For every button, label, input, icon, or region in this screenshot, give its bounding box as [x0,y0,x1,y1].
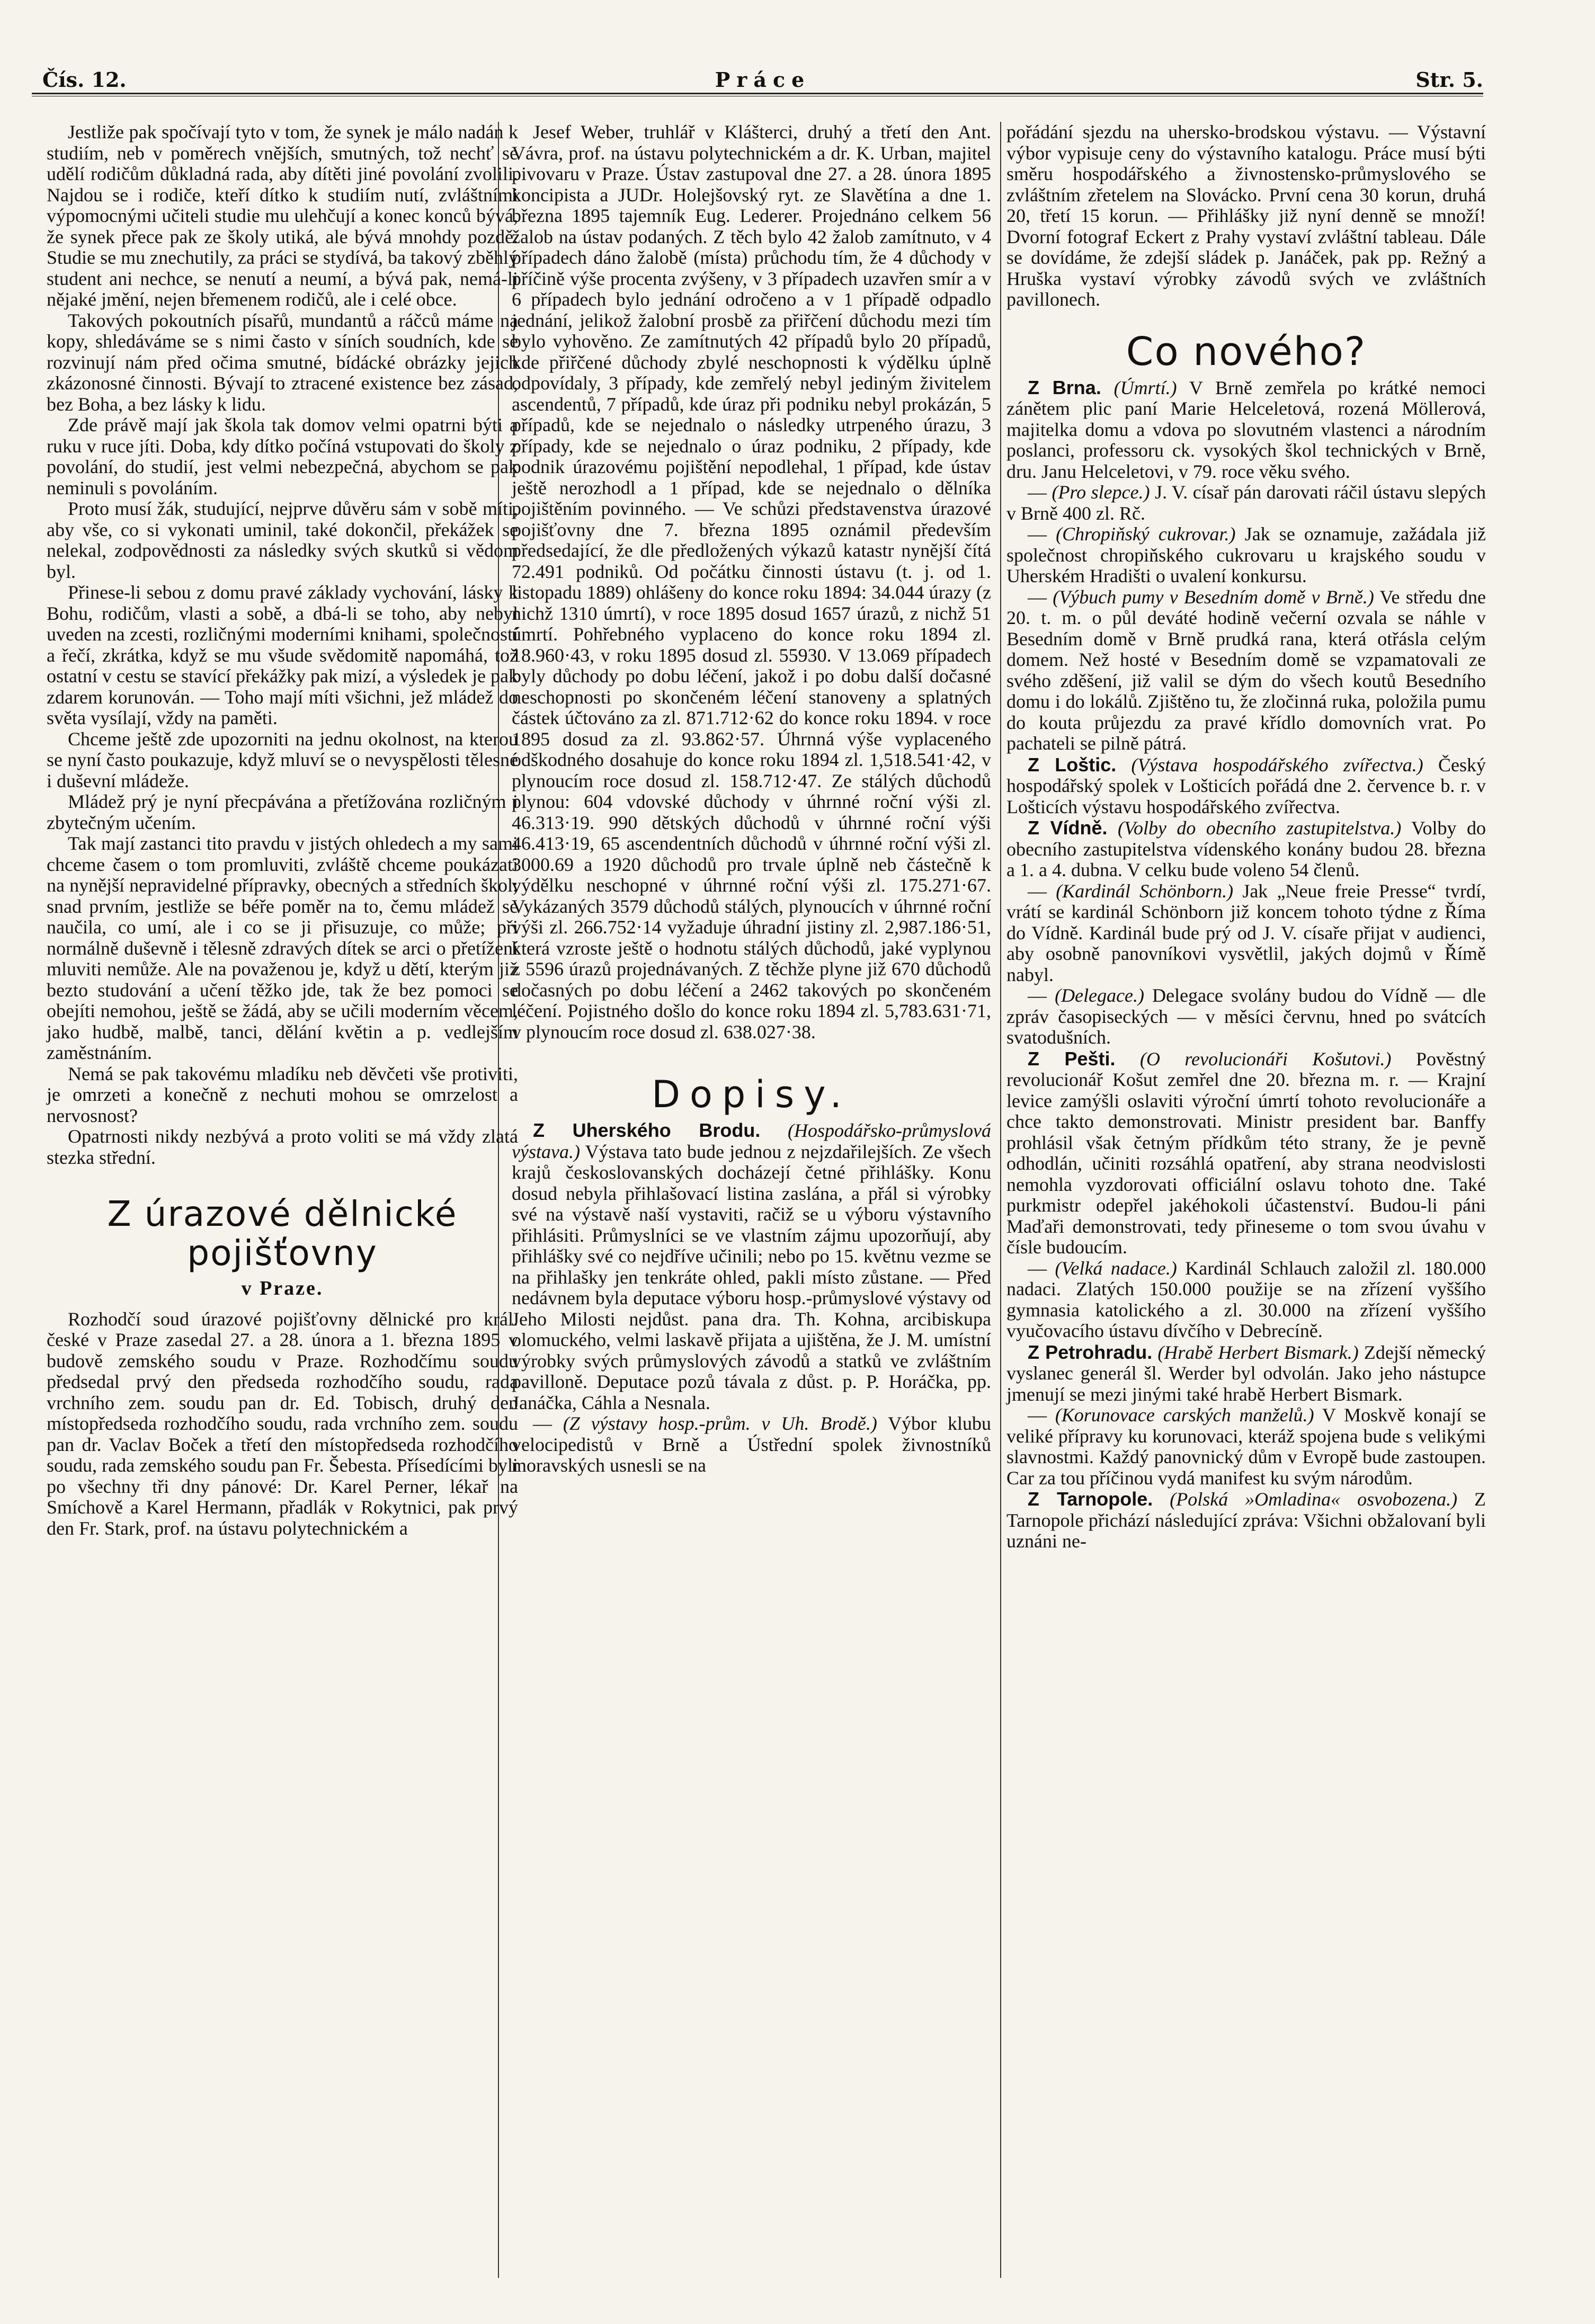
news-topic: (Hrabě Herbert Bismark.) [1157,1341,1359,1363]
news-topic: (Polská »Omladina« osvobozena.) [1170,1489,1458,1510]
issue-number: Čís. 12. [42,68,127,92]
news-item [1006,1048,1486,1258]
news-topic: (Volby do obecního zastupitelstva.) [1117,817,1402,839]
dopis-topic: (Z výstavy hosp.-prům. v Uh. Brodě.) [563,1413,877,1434]
column-1 [47,122,518,1539]
page-number: Str. 5. [1415,68,1483,92]
news-topic: (O revolucionáři Košutovi.) [1139,1048,1392,1070]
column-divider-2 [1000,122,1001,2278]
article-paragraph: Jestliže pak spočívají tyto v tom, že synek je málo nadán k studiím, neb v poměrech vnějších, smutných, tož nechť se udělí rodičům důkladná rada, aby dítěti jiné povolání zvolili. Najdou se i rodiče, kteří dítko k studiím nutí, zvláštními výpomocnými učiteli studie mu ulehčují a konec konců bývá, že synek přece pak ze školy utiká, ale bývá mnohdy pozdě. Studie se mu znechutily, za práci se stydívá, ba takový zběhlý student ani nechce, se nenutí a neumí, a bývá pak, nemá-li nějaké jmění, nejen břemenem rodičů, ale i celé obce. [47,121,518,310]
news-item [1006,1342,1486,1405]
dopis-place: Z Uherského Brodu. [533,1119,761,1141]
news-topic: (Delegace.) [1055,985,1145,1006]
news-item: — (Velká nadace.) Kardinál Schlauch založil zl. 180.000 nadaci. Zlatých 150.000 použije se na zřízení vyššího gymnasia katolického a zl. 30.000 na zřízení vyššího vyučovacího ústavu dívčího v Debrecíně. [1006,1257,1486,1341]
news-place: Z Petrohradu. [1028,1341,1153,1363]
news-text: Český hospodářský spolek v Lošticích pořádá dne 2. července b. r. v Lošticích výstavu hospodářského zvířectva. [1006,754,1486,817]
news-item [1006,754,1486,818]
news-topic: (Úmrtí.) [1113,377,1177,398]
news-item [1006,377,1486,483]
news-topic: (Výstava hospodářského zvířectva.) [1131,754,1423,776]
news-text: Pověstný revolucionář Košut zemřel dne 20. března m. r. — Krajní levice zamýšli oslaviti výroční úmrtí tohoto revolucionáře a chce takto demonstrovati. Ministr president bar. Banffy prohlásil však četným přídkům této strany, že je pevně odhodlán, učiniti rozsáhlá opatření, aby strana neodvislosti nemohla vyzdorovati officiální oslavu tohoto dne. Také purkmistr odepřel jakéhokoli účastenství. Budou-li páni Maďaři demonstrovati, tedy přineseme o tom svou úvahu v čísle budoucím. [1006,1048,1486,1258]
article-paragraph: Zde právě mají jak škola tak domov velmi opatrni býti a ruku v ruce jíti. Doba, kdy dítko počíná vstupovati do školy z povolání, do studií, jest velmi nebezpečná, abychom se pak neminuli s povoláním. [47,414,518,498]
news-text: Z Tarnopole přichází následující zpráva: Všichni obžalovaní byli uznáni ne- [1006,1489,1486,1552]
news-place: Z Loštic. [1028,753,1117,776]
news-text: Kardinál Schlauch založil zl. 180.000 nadaci. Zlatých 150.000 použije se na zřízení vyššího gymnasia katolického a zl. 30.000 na zřízení vyššího vyučovacího ústavu dívčího v Debrecíně. [1006,1257,1486,1341]
article-paragraph: Chceme ještě zde upozorniti na jednu okolnost, na kterou se nyní často poukazuje, když mluví se o nevyspělosti tělesné i duševní mládeže. [47,728,518,791]
news-topic: (Korunovace carských manželů.) [1055,1404,1314,1426]
article-paragraph: Mládež prý je nyní přecpávána a přetížována rozličným i zbytečným učením. [47,791,518,833]
news-item: — (Delegace.) Delegace svolány budou do Vídně — dle zpráv časopiseckých — v měsíci červnu, hned po svátcích svatodušních. [1006,985,1486,1048]
section-title-pojistovna: Z úrazové dělnické pojišťovny [107,1194,458,1274]
section-title-co-noveho: Co nového? [1126,328,1367,375]
dopis-item: — (Z výstavy hosp.-prům. v Uh. Brodě.) Výbor klubu velocipedistů v Brně a Ústřední spolek živnostníků moravských usnesli se na [512,1413,991,1476]
header-rule [32,93,1483,96]
news-item [1006,1489,1486,1552]
dopis-text: Výbor klubu velocipedistů v Brně a Ústřední spolek živnostníků moravských usnesli se na [512,1413,991,1476]
article-paragraph: pořádání sjezdu na uhersko-brodskou výstavu. — Výstavní výbor vypisuje ceny do výstavního katalogu. Práce musí býti směru hospodářského a živnostensko-průmyslového se zvláštním zřetelem na Slovácko. První cena 30 korun, druhá 20, třetí 15 korun. — Přihlášky již nyní denně se množí! Dvorní fotograf Eckert z Prahy vystaví zvláštní tableau. Dále se dovídáme, že zdejší sládek p. Janáček, pak pp. Režný a Hruška vystaví výrobky závodů svých ve zvláštních pavillonech. [1006,121,1486,310]
article-paragraph: Přinese-li sebou z domu pravé základy vychování, lásky k Bohu, rodičům, vlasti a sobě, a dbá-li se toho, aby nebyl uveden na zcesti, rozličnými moderními knihami, společností a řečí, zkrátka, když se mu všude svědomitě napomáhá, tož ostatní v cestu se stavící překážky pak mizí, a výsledek je pak zdarem korunován. — Toho mají míti všichni, jež mládež do světa vysílají, vždy na paměti. [47,582,518,728]
news-text: Zdejší německý vyslanec generál šl. Werder byl odvolán. Jako jeho nástupce jmenují se mezi jinými také hrabě Herbert Bismark. [1006,1341,1486,1405]
news-place: Z Vídně. [1028,817,1108,839]
news-place: Z Tarnopole. [1028,1488,1153,1510]
newspaper-title: Práce [715,68,811,92]
news-place: Z Brna. [1028,376,1101,398]
news-text: V Moskvě konají se veliké přípravy ku korunovaci, kteráž spojena bude s velikými slavnostmi. Každý panovnický dům v Evropě bude zastoupen. Car za tou příčinou vydá manifest ku svým národům. [1006,1404,1486,1489]
news-topic: (Chropiňský cukrovar.) [1056,523,1236,545]
news-item: — (Chropiňský cukrovar.) Jak se oznamuje, zažádala již společnost chropiňského cukrovaru u krajského soudu v Uherském Hradišti o uvalení konkursu. [1006,523,1486,586]
news-text: J. V. císař pán darovati ráčil ústavu slepých v Brně 400 zl. Rč. [1006,482,1486,524]
news-item: — (Kardinál Schönborn.) Jak „Neue freie Presse“ tvrdí, vrátí se kardinál Schönborn již koncem tohoto týdne z Říma do Vídně. Kardinál bude prý od J. V. císaře přijat v audienci, aby osobně panovníkovi vysvětlil, jakých dojmů v Římě nabyl. [1006,880,1486,985]
column-3 [1006,122,1486,1552]
news-item: — (Korunovace carských manželů.) V Moskvě konají se veliké přípravy ku korunovaci, kteráž spojena bude s velikými slavnostmi. Každý panovnický dům v Evropě bude zastoupen. Car za tou příčinou vydá manifest ku svým národům. [1006,1404,1486,1489]
news-text: Volby do obecního zastupitelstva vídenského konány budou 28. března a 1. a 4. dubna. V celku bude voleno 54 členů. [1006,817,1486,880]
section-title-dopisy: Dopisy. [652,1073,851,1116]
dopis-topic: (Hospodářsko-průmyslová výstava.) [512,1120,992,1162]
news-topic: (Kardinál Schönborn.) [1056,880,1234,902]
news-text: Jak „Neue freie Presse“ tvrdí, vrátí se kardinál Schönborn již koncem tohoto týdne z Říma do Vídně. Kardinál bude prý od J. V. císaře přijat v audienci, aby osobně panovníkovi vysvětlil, jakých dojmů v Římě nabyl. [1006,880,1486,985]
news-topic: (Velká nadace.) [1055,1257,1177,1279]
news-item: — (Pro slepce.) J. V. císař pán darovati ráčil ústavu slepých v Brně 400 zl. Rč. [1006,482,1486,524]
article-paragraph: Takových pokoutních písařů, mundantů a ráčců máme na kopy, shledáváme se s nimi často v síních soudních, kde se rozvinují nám před očima smutné, bídácké obrázky jejich zkázonosné činnosti. Bývají to ztracené existence bez zásad, bez Boha, a bez lásky k lidu. [47,309,518,415]
section-subtitle: v Praze. [241,1277,324,1299]
column-2 [512,122,991,1476]
news-text: Ve středu dne 20. t. m. o půl deváté hodině večerní ozvala se náhle v Besedním domě v Brně prudká rana, která otřásla celým domem. Než hosté v Besedním domě se vzpamatovali ze svého zděšení, již valil se dým do všech koutů Besedního domu i do lokálů. Zjištěno tu, že zločinná ruka, položila pumu do kouta průjezdu za pravé křídlo domovních vrat. Po pachateli se pilně pátrá. [1006,586,1486,754]
article-paragraph: Tak mají zastanci tito pravdu v jistých ohledech a my sami chceme časem o tom promluviti, zvláště chceme poukázati na nynější nepravidelné přípravky, obecných a středních škol; snad prvním, jestliže se béře poměr na to, čemu mládež se naučila, co umí, ale i co se ji přisuzuje, co může; při normálně duševně i tělesně zdravých dítek se arci o přetížení mluviti nemůže. Ale na považenou je, když u dětí, kterým již bezto studování a učení těžko jde, tak že bez pomoci se obejíti nemohou, ještě se žádá, aby se učili moderním věcem, jako hudbě, malbě, tanci, dělání květin a p. vedlejším zaměstnáním. [47,833,518,1063]
dopis-item [512,1120,991,1413]
article-paragraph: Proto musí žák, studující, nejprve důvěru sám v sobě míti, aby vše, co si vykonati uminil, také dokončil, překážek se nelekal, zodpovědnosti za následky svých skutků si vědom byl. [47,498,518,582]
news-text: Jak se oznamuje, zažádala již společnost chropiňského cukrovaru u krajského soudu v Uherském Hradišti o uvalení konkursu. [1006,523,1486,586]
news-text: V Brně zemřela po krátké nemoci zánětem plic paní Marie Helceletová, rozená Möllerová, majitelka domu a vdova po slovutném vlastenci a národním poslanci, professoru ck. vysokých škol technických v Brně, dru. Janu Helceletovi, v 79. roce věku svého. [1006,377,1486,482]
news-text: Delegace svolány budou do Vídně — dle zpráv časopiseckých — v měsíci červnu, hned po svátcích svatodušních. [1006,985,1486,1048]
news-item: — (Výbuch pumy v Besedním domě v Brně.) Ve středu dne 20. t. m. o půl deváté hodině večerní ozvala se náhle v Besedním domě v Brně prudká rana, která otřásla celým domem. Než hosté v Besedním domě se vzpamatovali ze svého zděšení, již valil se dým do všech koutů Besedního domu i do lokálů. Zjištěno tu, že zločinná ruka, položila pumu do kouta průjezdu za pravé křídlo domovních vrat. Po pachateli se pilně pátrá. [1006,586,1486,754]
article-paragraph: Rozhodčí soud úrazové pojišťovny dělnické pro král. české v Praze zasedal 27. a 28. února a 1. března 1895 v budově zemského soudu v Praze. Rozhodčímu soudu předsedal prvý den předseda rozhodčího soudu, rada vrchního zem. soudu pan dr. Ed. Tobisch, druhý den místopředseda rozhodčího soudu, rada vrchního zem. soudu pan dr. Vaclav Boček a třetí den místopředseda rozhodčího soudu, rada zemského soudu pan Fr. Šebesta. Přísedícími byli po všechny tři dny pánové: Dr. Karel Perner, lékař na Smíchově a Karel Hermann, přadlák v Rokytnici, pak prvý den Fr. Stark, prof. na ústavu polytechnickém a [47,1308,518,1539]
article-paragraph: Jesef Weber, truhlář v Klášterci, druhý a třetí den Ant. Vávra, prof. na ústavu polytechnickém a dr. K. Urban, majitel pivovaru v Praze. Ústav zastupoval dne 27. a 28. února 1895 koncipista a JUDr. Holejšovský ryt. ze Slavětína a dne 1. března 1895 tajemník Eug. Lederer. Projednáno celkem 56 žalob na ústav podaných. Z těch bylo 42 žalob zamítnuto, v 4 případech dáno žalobě (místa) průchodu tím, že 4 důchody v příčině výše procenta zvýšeny, v 3 případech uzavřen smír a v 6 případech bylo jednání odročeno a v 1 případě odpadlo jednání, jelikož žalobní prosbě za přiřčení důchodu mezi tím bylo vyhověno. Ze zamítnutých 42 případů bylo 20 případů, kde přiřčené důchody zbylé neschopnosti k výdělku úplně odpovídaly, 3 případy, kde zemřelý nebyl jediným živitelem ascendentů, 7 případů, kde úraz při podniku nebyl prokázán, 5 případů, kde se nejednalo o následky utrpeného úrazu, 3 případy, kde se nejednalo o úraz podniku, 2 případy, kde podnik úrazovému pojištění nepodlehal, 1 případ, kde ústav ještě nerozhodl a 1 případ, kde se nejednalo o dělníka pojištěním povinného. — Ve schůzi představenstva úrazové pojišťovny dne 7. března 1895 oznámil především předsedající, že dle předložených výkazů katastr nynější čítá 72.491 podniků. Od počátku činnosti ústavu (t. j. od 1. listopadu 1889) ohlášeny do konce roku 1894: 34.044 úrazy (z nichž 1310 úmrtí), v roce 1895 dosud 1657 úrazů, z nichž 51 úmrtí. Pohřebného vyplaceno do konce roku 1894 zl. 18.960·43, v roku 1895 dosud zl. 55930. V 13.069 případech byly důchody po dobu léčení, jakož i po dobu další dočasné neschopnosti po skončeném léčení stanoveny a splatných částek účtováno za zl. 871.712·62 do konce roku 1894. v roce 1895 dosud za zl. 93.862·57. Úhrnná výše vyplaceného odškodného dosahuje do konce roku 1894 zl. 1,518.541·42, v plynoucím roce dosud zl. 158.712·47. Ze stálých důchodů plynou: 604 vdovské důchody v úhrnné roční výši zl. 46.313·19. 990 dětských důchodů v úhrnné roční výši 46.413·19, 65 ascendentních důchodů v úhrnné roční výši zl. 3000.69 a 1920 důchodů pro trvale úplně neb částečně k výdělku neschopné v úhrnné roční výši zl. 175.271·67. Vykázaných 3579 důchodů stálých, plynoucích v úhrnné roční výši zl. 266.752·14 vyžaduje úhradní jistiny zl. 2,987.186·51, která vzroste ještě o hodnotu stálých důchodů, jaké vyplynou z 5596 úrazů projednávaných. Z těchže plyne již 670 důchodů dočasných po dobu léčení a 2462 takových po skončeném léčení. Pojistného došlo do konce roku 1894 zl. 5,783.631·71, v plynoucím roce dosud zl. 638.027·38. [512,121,991,1043]
news-topic: (Pro slepce.) [1052,482,1150,503]
news-item [1006,817,1486,881]
article-paragraph: Nemá se pak takovému mladíku neb děvčeti vše protiviti, je omrzeti a konečně z nechuti mohou se omrzelost a nervosnost? [47,1063,518,1126]
page-header [42,58,1483,106]
article-paragraph: Opatrnosti nikdy nezbývá a proto voliti se má vždy zlatá stezka střední. [47,1126,518,1168]
dopis-text: Výstava tato bude jednou z nejzdařilejších. Ze všech krajů českoslovanských docházejí četné přihlášky. Konu dosud nebyla přihlašovací listina zaslána, a přál si výrobky své na výstavě naší vystaviti, račiž se u výboru výstavního přihlásiti. Průmyslníci se ve vlastním zájmu upozorňují, aby přihlášky své co nejdříve učinili; nebo po 15. květnu vezme se na přihlašky jen tenkráte ohled, pakli místo zůstane. — Před nedávnem byla deputace výboru hosp.-průmyslové výstavy od Jeho Milosti nejdůst. pana dra. Th. Kohna, arcibiskupa olomuckého, velmi laskavě přijata a ujištěna, že J. M. umístní výrobky svých průmyslových závodů a statků ve zvláštním pavilloně. Deputace pozů távala z důst. p. P. Horáčka, pp. Janáčka, Cáhla a Nesnala. [512,1141,991,1413]
news-place: Z Pešti. [1028,1047,1116,1070]
news-topic: (Výbuch pumy v Besedním domě v Brně.) [1053,586,1374,608]
